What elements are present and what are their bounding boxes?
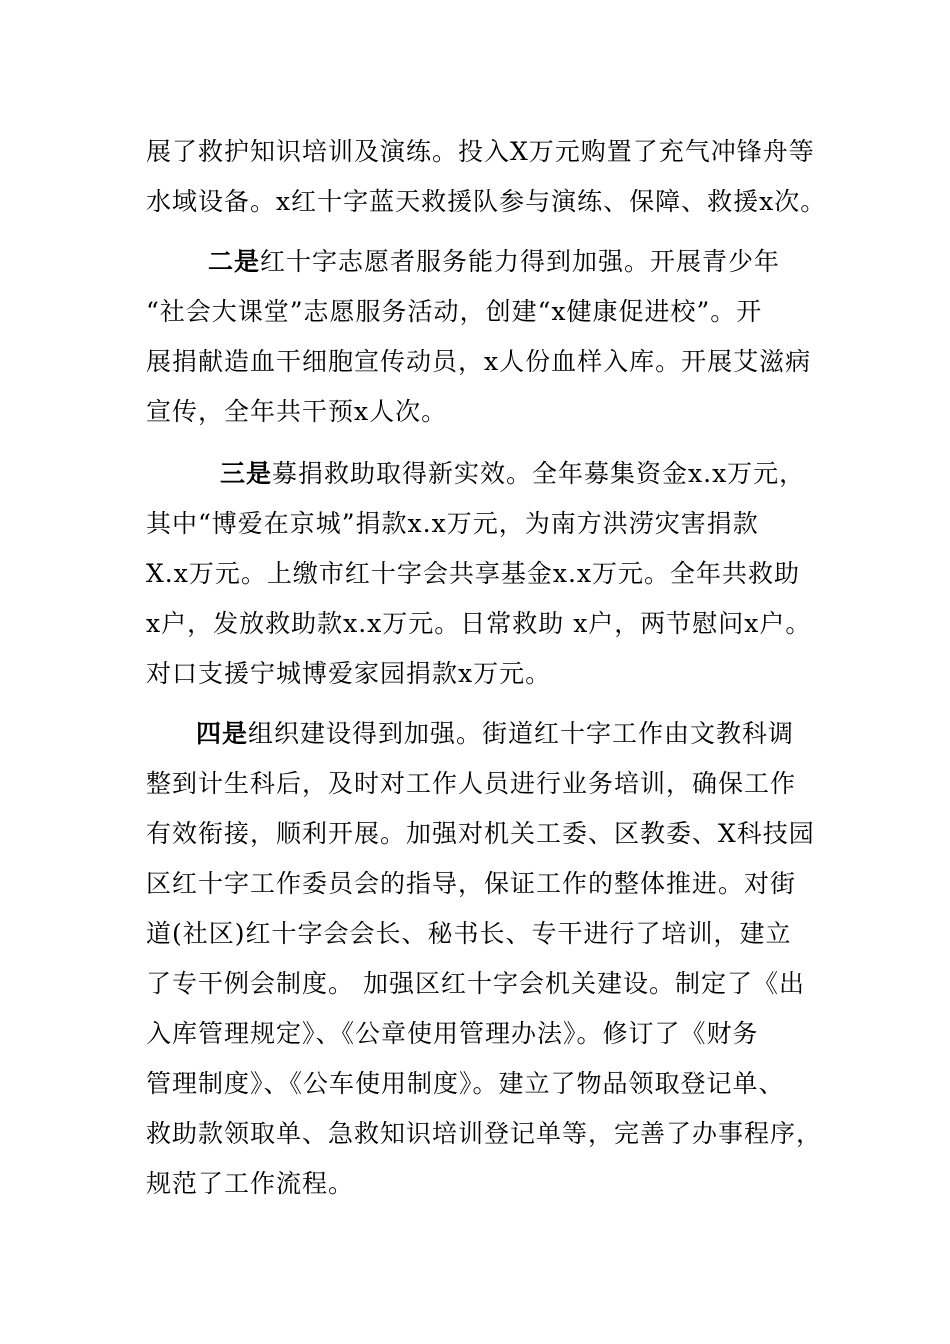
paragraph-2-line-1 — [208, 246, 780, 278]
paragraph-3-line-3: X.x万元。上缴市红十字会共享基金x.x万元。全年共救助 — [146, 559, 800, 588]
paragraph-4-line-8: 管理制度》、《公车使用制度》。建立了物品领取登记单、 — [146, 1069, 785, 1098]
paragraph-1-line-2: 水域设备。x红十字蓝天救援队参与演练、保障、救援x次。 — [146, 187, 827, 216]
paragraph-4-line-7: 入库管理规定》、《公章使用管理办法》。修订了《财务 — [146, 1019, 759, 1048]
paragraph-1-line-1: 展了救护知识培训及演练。投入X万元购置了充气冲锋舟等 — [146, 137, 815, 166]
paragraph-4-line-4: 区红十字工作委员会的指导，保证工作的整体推进。对街 — [146, 869, 797, 898]
paragraph-3-line-4: x户，发放救助款x.x万元。日常救助 x户，两节慰问x户。 — [146, 609, 812, 638]
paragraph-2-line-1-text: 红十字志愿者服务能力得到加强。开展青少年 — [260, 247, 781, 276]
paragraph-4-line-9: 救助款领取单、急救知识培训登记单等，完善了办事程序， — [146, 1119, 823, 1148]
paragraph-4-line-2: 整到计生科后，及时对工作人员进行业务培训，确保工作 — [146, 769, 797, 798]
paragraph-4-line-1 — [196, 718, 794, 750]
paragraph-3-line-2: 其中“博爱在京城”捐款x.x万元，为南方洪涝灾害捐款 — [146, 509, 759, 538]
paragraph-4-line-3: 有效衔接，顺利开展。加强对机关工委、区教委、X科技园 — [146, 819, 815, 848]
paragraph-4-line-6: 了专干例会制度。 加强区红十字会机关建设。制定了《出 — [146, 969, 805, 998]
paragraph-3-line-5: 对口支援宁城博爱家园捐款x万元。 — [146, 659, 552, 688]
paragraph-4-line-1-text: 组织建设得到加强。街道红十字工作由文教科调 — [248, 719, 795, 748]
paragraph-2-line-3: 展捐献造血干细胞宣传动员，x人份血样入库。开展艾滋病 — [146, 347, 812, 376]
paragraph-2-lead: 二是 — [208, 247, 261, 276]
paragraph-4-line-5: 道(社区)红十字会会长、秘书长、专干进行了培训，建立 — [146, 919, 792, 948]
paragraph-4-lead: 四是 — [196, 719, 249, 748]
paragraph-4-line-10: 规范了工作流程。 — [146, 1169, 355, 1198]
paragraph-3-line-1 — [220, 458, 805, 490]
paragraph-2-line-4: 宣传，全年共干预x人次。 — [146, 397, 448, 426]
paragraph-3-lead: 三是 — [220, 459, 273, 488]
paragraph-2-line-2: “社会大课堂”志愿服务活动，创建“x健康促进校”。开 — [146, 297, 763, 326]
paragraph-3-line-1-text: 募捐救助取得新实效。全年募集资金x.x万元， — [272, 459, 806, 488]
